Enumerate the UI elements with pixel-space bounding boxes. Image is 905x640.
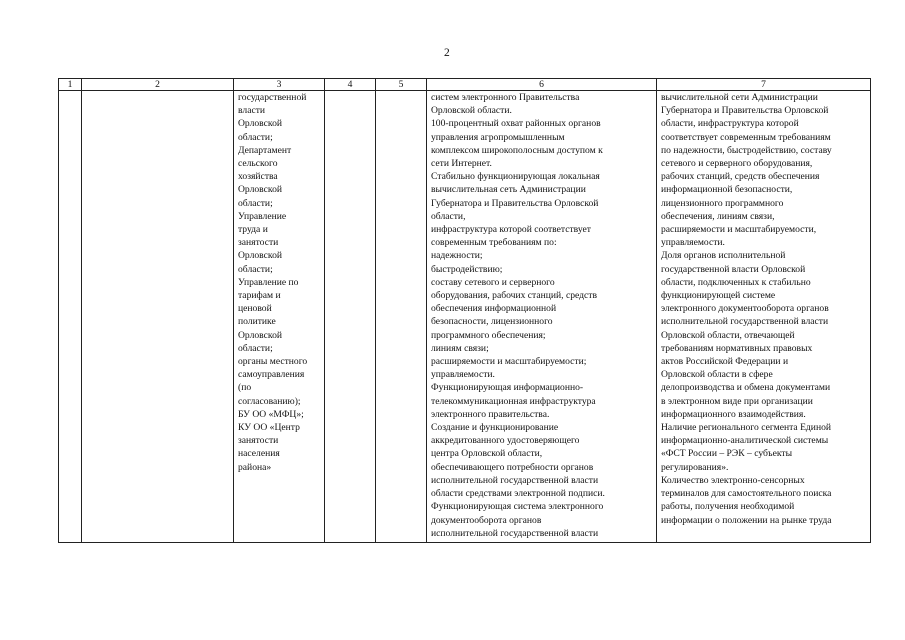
text-line: труда и bbox=[238, 224, 268, 236]
text-line: терминалов для самостоятельного поиска bbox=[661, 488, 832, 500]
text-line: области; bbox=[238, 263, 273, 275]
text-line: по надежности, быстродействию, составу bbox=[661, 144, 832, 156]
text-line: ценовой bbox=[238, 303, 272, 315]
text-line: линиям связи; bbox=[431, 342, 489, 354]
text-line: Орловской области, отвечающей bbox=[661, 329, 795, 341]
text-line: Функционирующая информационно- bbox=[431, 382, 584, 394]
text-line: Орловской bbox=[238, 329, 283, 341]
header-col-6: 6 bbox=[427, 79, 657, 91]
text-line: обеспечения, линиям связи, bbox=[661, 210, 775, 222]
text-line: государственной bbox=[238, 92, 307, 103]
text-line: лицензионного программного bbox=[661, 197, 784, 209]
cell-col-2 bbox=[82, 91, 234, 543]
text-line: систем электронного Правительства bbox=[431, 92, 580, 103]
text-line: делопроизводства и обмена документами bbox=[661, 382, 831, 394]
text-line: области, bbox=[431, 210, 466, 222]
page-number: 2 bbox=[444, 47, 450, 59]
text-line: расширяемости и масштабируемости; bbox=[431, 356, 587, 368]
text-line: быстродействию; bbox=[431, 263, 503, 275]
text-line: области; bbox=[238, 342, 273, 354]
text-line: оборудования, рабочих станций, средств bbox=[431, 290, 598, 302]
text-line: программного обеспечения; bbox=[431, 329, 546, 341]
header-col-4: 4 bbox=[325, 79, 376, 91]
text-line: области; bbox=[238, 131, 273, 143]
text-line: сельского bbox=[238, 158, 278, 170]
text-line: управления агропромышленным bbox=[431, 131, 565, 143]
text-line: обеспечения информационной bbox=[431, 303, 557, 315]
text-line: вычислительная сеть Администрации bbox=[431, 184, 586, 196]
responsible-bodies-text bbox=[238, 91, 322, 474]
text-line: Орловской области. bbox=[431, 105, 512, 117]
text-line: информационной безопасности, bbox=[661, 184, 793, 196]
text-line: центра Орловской области, bbox=[431, 448, 543, 460]
text-line: информационного взаимодействия. bbox=[661, 408, 806, 420]
text-line: занятости bbox=[238, 237, 279, 249]
indicators-text bbox=[661, 91, 868, 527]
text-line: власти bbox=[238, 105, 266, 117]
text-line: аккредитованного удостоверяющего bbox=[431, 435, 580, 447]
header-col-5: 5 bbox=[376, 79, 427, 91]
text-line: «ФСТ России – РЭК – субъекты bbox=[661, 448, 793, 460]
text-line: работы, получения необходимой bbox=[661, 501, 795, 513]
text-line: занятости bbox=[238, 435, 279, 447]
text-line: управляемости. bbox=[431, 369, 495, 381]
text-line: исполнительной государственной власти bbox=[661, 316, 829, 328]
text-line: КУ ОО «Центр bbox=[238, 422, 300, 434]
text-line: рабочих станций, средств обеспечения bbox=[661, 171, 820, 183]
document-table bbox=[58, 78, 871, 543]
text-line: населения bbox=[238, 448, 280, 460]
cell-col-1 bbox=[59, 91, 82, 543]
text-line: государственной власти Орловской bbox=[661, 263, 806, 275]
text-line: согласованию); bbox=[238, 395, 301, 407]
text-line: сетевого и серверного оборудования, bbox=[661, 158, 813, 170]
expected-results-text bbox=[431, 91, 654, 540]
text-line: вычислительной сети Администрации bbox=[661, 92, 818, 103]
cell-expected-results bbox=[427, 91, 657, 543]
text-line: области средствами электронной подписи. bbox=[431, 488, 605, 500]
text-line: исполнительной государственной власти bbox=[431, 527, 599, 539]
cell-indicators bbox=[657, 91, 871, 543]
table-row bbox=[59, 91, 871, 543]
text-line: расширяемости и масштабируемости, bbox=[661, 224, 817, 236]
text-line: Доля органов исполнительной bbox=[661, 250, 786, 262]
text-line: электронного правительства. bbox=[431, 408, 550, 420]
text-line: области, подключенных к стабильно bbox=[661, 276, 811, 288]
text-line: Управление по bbox=[238, 276, 299, 288]
text-line: документооборота органов bbox=[431, 514, 542, 526]
text-line: Количество электронно-сенсорных bbox=[661, 474, 805, 486]
text-line: области; bbox=[238, 197, 273, 209]
text-line: Стабильно функционирующая локальная bbox=[431, 171, 600, 183]
text-line: в электронном виде при организации bbox=[661, 395, 813, 407]
text-line: безопасности, лицензионного bbox=[431, 316, 553, 328]
header-col-1: 1 bbox=[59, 79, 82, 91]
text-line: сети Интернет. bbox=[431, 158, 492, 170]
text-line: комплексом широкополосным доступом к bbox=[431, 144, 603, 156]
text-line: информации о положении на рынке труда bbox=[661, 514, 832, 526]
text-line: области, инфраструктура которой bbox=[661, 118, 799, 130]
text-line: Орловской области в сфере bbox=[661, 369, 773, 381]
text-line: Управление bbox=[238, 210, 287, 222]
text-line: информационно-аналитической системы bbox=[661, 435, 829, 447]
text-line: Орловской bbox=[238, 250, 283, 262]
text-line: БУ ОО «МФЦ»; bbox=[238, 408, 304, 420]
text-line: надежности; bbox=[431, 250, 483, 262]
text-line: 100-процентный охват районных органов bbox=[431, 118, 601, 130]
cell-col-5 bbox=[376, 91, 427, 543]
cell-col-4 bbox=[325, 91, 376, 543]
text-line: инфраструктура которой соответствует bbox=[431, 224, 591, 236]
header-col-2: 2 bbox=[82, 79, 234, 91]
text-line: района» bbox=[238, 461, 272, 473]
text-line: Губернатора и Правительства Орловской bbox=[431, 197, 599, 209]
text-line: органы местного bbox=[238, 356, 308, 368]
text-line: электронного документооборота органов bbox=[661, 303, 829, 315]
text-line: Губернатора и Правительства Орловской bbox=[661, 105, 829, 117]
text-line: Функционирующая система электронного bbox=[431, 501, 604, 513]
text-line: хозяйства bbox=[238, 171, 278, 183]
text-line: Орловской bbox=[238, 184, 283, 196]
text-line: регулирования». bbox=[661, 461, 729, 473]
text-line: современным требованиям по: bbox=[431, 237, 557, 249]
text-line: телекоммуникационная инфраструктура bbox=[431, 395, 596, 407]
header-col-3: 3 bbox=[234, 79, 325, 91]
text-line: Наличие регионального сегмента Единой bbox=[661, 422, 832, 434]
text-line: соответствует современным требованиям bbox=[661, 131, 831, 143]
table-header-row bbox=[59, 79, 871, 91]
text-line: тарифам и bbox=[238, 290, 281, 302]
text-line: актов Российской Федерации и bbox=[661, 356, 789, 368]
text-line: функционирующей системе bbox=[661, 290, 776, 302]
text-line: самоуправления bbox=[238, 369, 305, 381]
text-line: составу сетевого и серверного bbox=[431, 276, 555, 288]
text-line: управляемости. bbox=[661, 237, 725, 249]
text-line: обеспечивающего потребности органов bbox=[431, 461, 594, 473]
text-line: (по bbox=[238, 382, 252, 394]
header-col-7: 7 bbox=[657, 79, 871, 91]
cell-responsible-bodies bbox=[234, 91, 325, 543]
text-line: исполнительной государственной власти bbox=[431, 474, 599, 486]
text-line: Орловской bbox=[238, 118, 283, 130]
text-line: политике bbox=[238, 316, 276, 328]
text-line: требованиям нормативных правовых bbox=[661, 342, 813, 354]
text-line: Создание и функционирование bbox=[431, 422, 559, 434]
text-line: Департамент bbox=[238, 144, 292, 156]
